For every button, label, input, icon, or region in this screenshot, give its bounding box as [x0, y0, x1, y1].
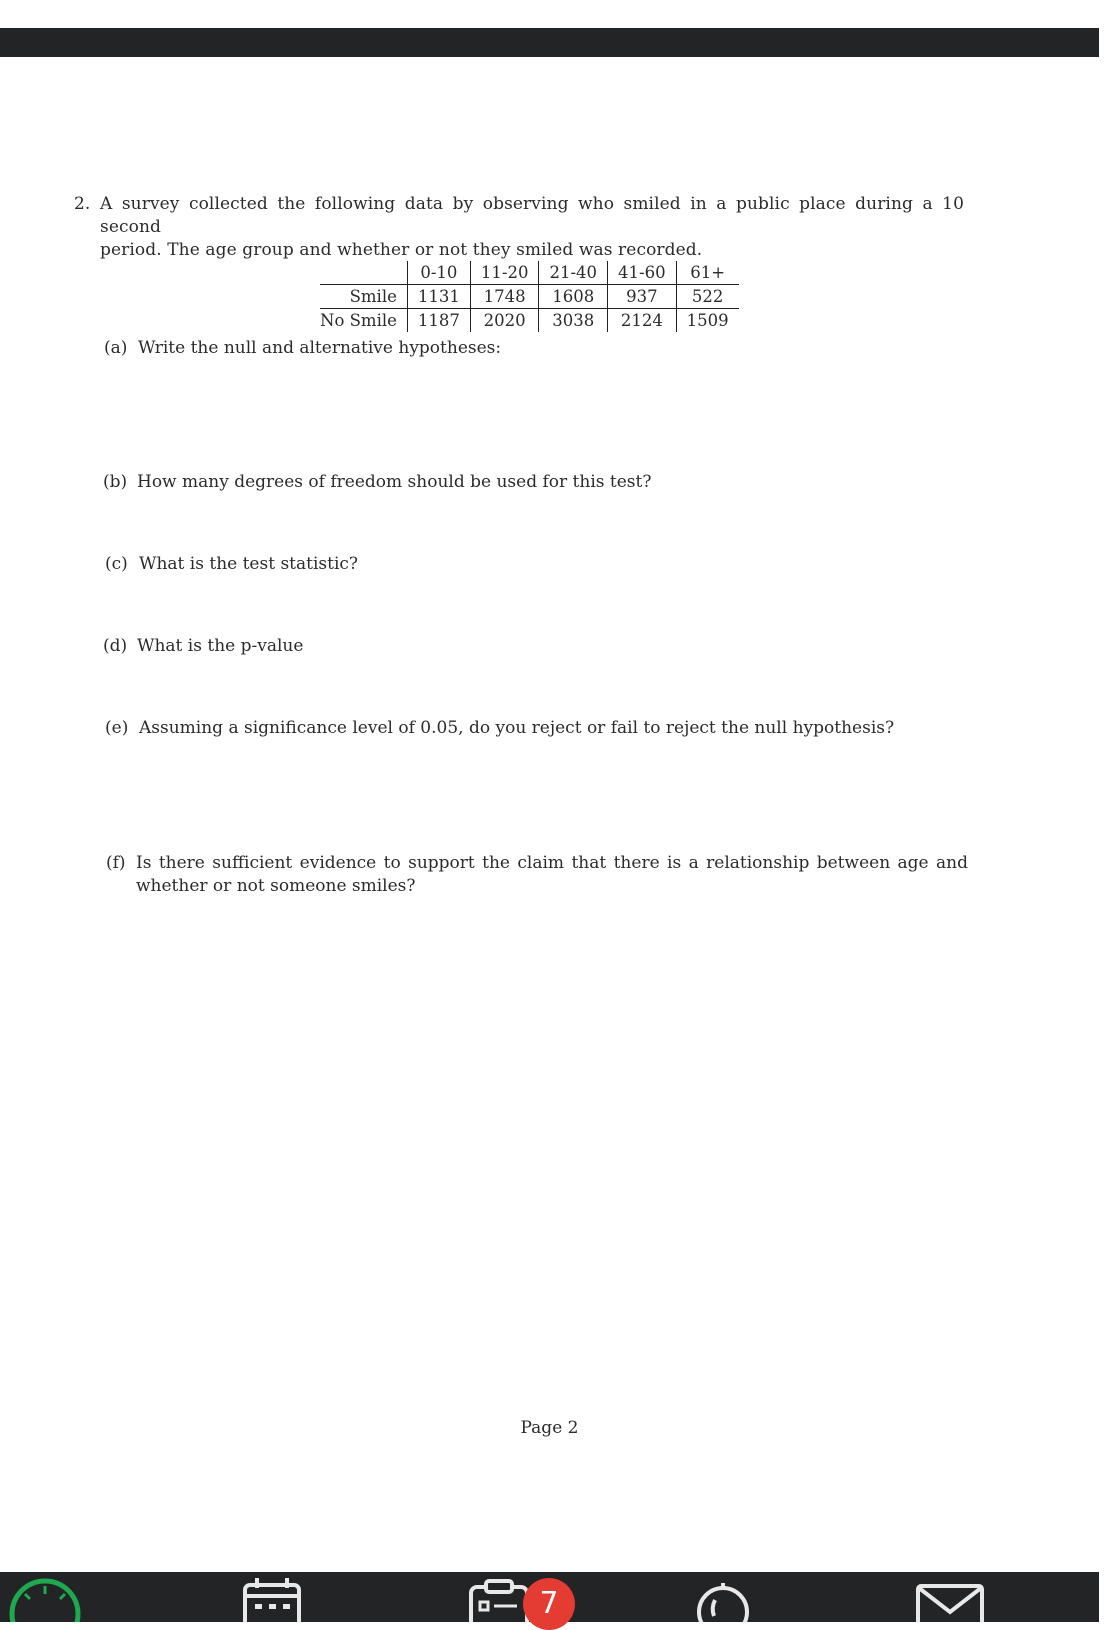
- table-cell: 3038: [539, 309, 608, 333]
- part-text: Write the null and alternative hypotheses:: [138, 338, 502, 358]
- part-text: How many degrees of freedom should be used for this test?: [137, 472, 652, 492]
- table-col-header: 11-20: [470, 261, 539, 285]
- table-row-label: No Smile: [320, 311, 397, 330]
- part-label: (d): [103, 636, 128, 656]
- contingency-table: [320, 261, 739, 332]
- part-label: (e): [105, 718, 129, 738]
- part-label: (a): [104, 338, 128, 358]
- part-e: [105, 717, 985, 740]
- table-row-label: Smile: [320, 285, 407, 309]
- right-edge: [1099, 0, 1109, 1622]
- part-label: (c): [105, 554, 128, 574]
- part-a: [104, 337, 954, 360]
- table-cell: 522: [676, 285, 739, 309]
- part-label: (f): [106, 853, 126, 873]
- table-row: [320, 285, 739, 309]
- table-col-header: 0-10: [407, 261, 470, 285]
- question-number: 2.: [74, 194, 91, 214]
- part-text: What is the p-value: [137, 636, 304, 656]
- table-col-header: 41-60: [608, 261, 677, 285]
- table-cell: 1509: [676, 309, 739, 333]
- table-cell: 2020: [470, 309, 539, 333]
- calendar-icon[interactable]: [240, 1572, 306, 1622]
- table-header-row: [320, 261, 739, 285]
- table-cell: 1187: [407, 309, 470, 333]
- question-line-1: A survey collected the following data by observing who smiled in a public place during a 10 second: [100, 194, 964, 237]
- part-text: Assuming a significance level of 0.05, do you reject or fail to reject the null hypothesis?: [139, 718, 895, 738]
- part-label: (b): [103, 472, 128, 492]
- part-f: [106, 852, 968, 898]
- part-d: [103, 635, 953, 658]
- todo-badge: 7: [523, 1578, 575, 1630]
- part-c: [105, 553, 955, 576]
- question-2: [74, 193, 964, 262]
- page-number: Page 2: [520, 1418, 579, 1438]
- table-cell: 1131: [407, 285, 470, 309]
- search-icon[interactable]: [690, 1572, 756, 1622]
- table-corner-cell: [320, 261, 407, 285]
- table-cell: 2124: [608, 309, 677, 333]
- question-line-2: period. The age group and whether or not they smiled was recorded.: [100, 240, 703, 260]
- table-row: [320, 309, 739, 333]
- table-col-header: 21-40: [539, 261, 608, 285]
- table-cell: 937: [608, 285, 677, 309]
- table-col-header: 61+: [676, 261, 739, 285]
- inbox-icon[interactable]: [912, 1572, 988, 1622]
- part-text: Is there sufficient evidence to support the claim that there is a relationship between age and whether or not someone smiles?: [136, 853, 968, 896]
- dashboard-icon[interactable]: [0, 1572, 90, 1622]
- table-cell: 1748: [470, 285, 539, 309]
- table-cell: 1608: [539, 285, 608, 309]
- part-text: What is the test statistic?: [139, 554, 359, 574]
- question-text: [100, 193, 964, 262]
- part-b: [103, 471, 953, 494]
